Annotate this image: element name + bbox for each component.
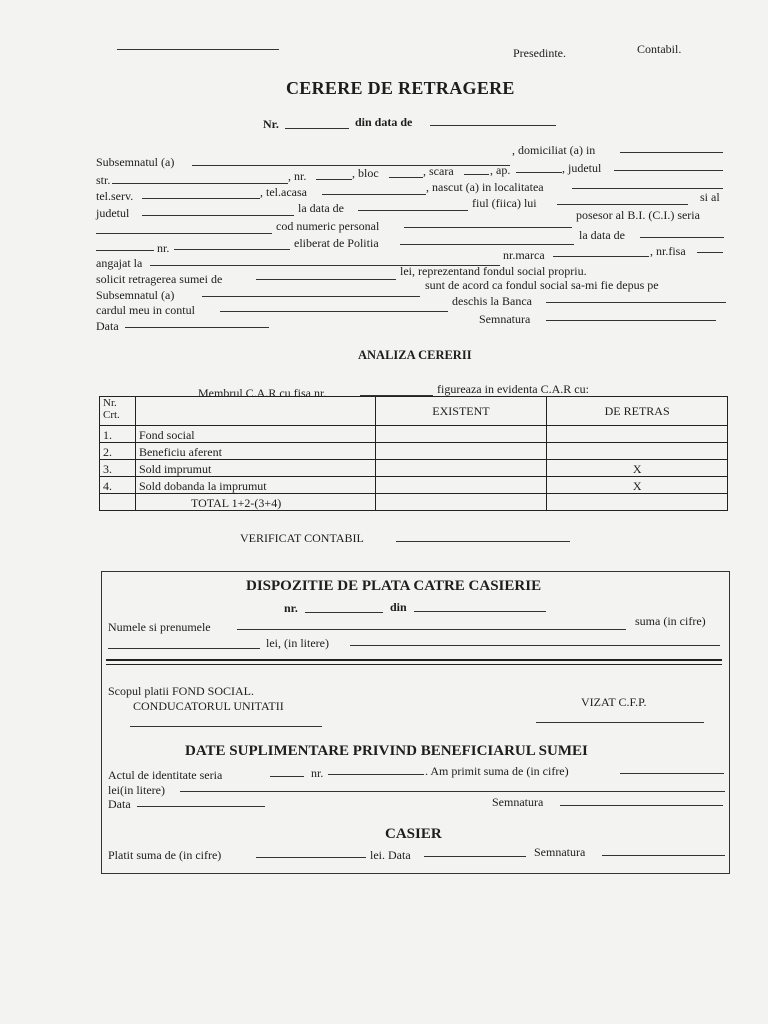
nr-field <box>285 128 349 129</box>
actul-nr-field <box>328 774 424 775</box>
bi-nr-label: nr. <box>157 241 170 255</box>
table-row: 3. Sold imprumut X <box>100 460 728 477</box>
dispozitie-din-label: din <box>390 600 407 614</box>
data-benef-label: Data <box>108 797 131 811</box>
dispozitie-nr-label: nr. <box>284 601 298 615</box>
table-header-row <box>100 397 728 426</box>
total-label: TOTAL 1+2-(3+4) <box>135 494 375 511</box>
ap-field <box>516 172 562 173</box>
dispozitie-nr-field <box>305 612 383 613</box>
scara-field <box>464 174 489 175</box>
fiul-label: fiul (fiica) lui <box>472 196 537 210</box>
bloc-field <box>389 177 423 178</box>
col-existent: EXISTENT <box>375 397 547 426</box>
telacasa-field <box>322 194 426 195</box>
si-al-label: si al <box>700 190 720 204</box>
semnatura-cerere-field <box>546 320 716 321</box>
table-total-row <box>100 494 728 511</box>
actul-label: Actul de identitate seria <box>108 768 223 782</box>
str-field <box>112 183 288 184</box>
nrmarca-field <box>553 256 649 257</box>
am-primit-label: . Am primit suma de (in cifre) <box>425 764 569 778</box>
bi-seria-field <box>96 250 154 251</box>
presedinte-label: Presedinte. <box>513 46 566 60</box>
vizat-label: VIZAT C.F.P. <box>581 695 647 709</box>
suma-cifre-field <box>108 648 260 649</box>
data-benef-field <box>137 806 265 807</box>
numele-field <box>237 629 626 630</box>
banca-field <box>546 302 726 303</box>
actul-nr-label: nr. <box>311 766 324 780</box>
figureaza-label: figureaza in evidenta C.A.R cu: <box>437 382 589 396</box>
la-data-nastere-label: la data de <box>298 201 344 215</box>
judetul-nastere-label: judetul <box>96 206 130 220</box>
scopul-label: Scopul platii FOND SOCIAL. <box>108 684 255 698</box>
lei-litere-benef-label: lei(in litere) <box>108 783 165 797</box>
table-row: 1. Fond social <box>100 426 728 443</box>
din-data-label: din data de <box>355 115 413 129</box>
domiciliat-field <box>620 152 723 153</box>
table-row: 2. Beneficiu aferent <box>100 443 728 460</box>
subsemnatul-acord-field <box>202 296 420 297</box>
fond-propriu-label: lei, reprezentand fondul social propriu. <box>400 264 587 278</box>
platit-label: Platit suma de (in cifre) <box>108 848 222 862</box>
dispozitie-din-field <box>414 611 546 612</box>
col-label <box>135 397 375 426</box>
ap-label: , ap. <box>490 163 511 177</box>
la-data-eliberare-field <box>640 237 724 238</box>
angajat-label: angajat la <box>96 256 143 270</box>
separator-line <box>106 664 722 665</box>
actul-seria-field <box>270 776 304 777</box>
data-cerere-field <box>125 327 269 328</box>
cardul-label: cardul meu in contul <box>96 303 195 317</box>
telserv-field <box>142 198 260 199</box>
platit-field <box>256 857 366 858</box>
eliberat-label: eliberat de Politia <box>294 236 379 250</box>
nr-label: Nr. <box>263 117 279 131</box>
judetul-nastere-field <box>142 215 294 216</box>
la-data-eliberare-label: la data de <box>579 228 625 242</box>
conducatorul-signature-line <box>130 726 322 727</box>
car-table <box>99 396 728 511</box>
bi-nr-field <box>174 249 290 250</box>
contabil-label: Contabil. <box>637 42 682 56</box>
suma-cifre-label: suma (in cifre) <box>635 614 706 628</box>
vizat-signature-line <box>536 722 704 723</box>
bloc-label: , bloc <box>352 166 379 180</box>
nascut-label: , nascut (a) in localitatea <box>426 180 544 194</box>
din-data-field <box>430 125 556 126</box>
nrmarca-label: nr.marca <box>503 248 545 262</box>
nr-addr-label: , nr. <box>288 169 307 183</box>
domiciliat-label: , domiciliat (a) in <box>512 143 596 157</box>
am-primit-field <box>620 773 724 774</box>
verificat-label: VERIFICAT CONTABIL <box>240 531 364 545</box>
nascut-field <box>572 188 723 189</box>
semnatura-benef-label: Semnatura <box>492 795 544 809</box>
str-label: str. <box>96 173 111 187</box>
presedinte-signature-line <box>117 49 279 50</box>
nrfisa-field <box>697 252 723 253</box>
separator-line <box>106 659 722 661</box>
subsemnatul-label: Subsemnatul (a) <box>96 155 175 169</box>
nr-addr-field <box>316 179 352 180</box>
eliberat-field <box>400 244 574 245</box>
data-cerere-label: Data <box>96 319 119 333</box>
la-data-nastere-field <box>358 210 468 211</box>
lei-litere-label: lei, (in litere) <box>266 636 329 650</box>
lei-data-label: lei. Data <box>370 848 411 862</box>
semnatura-casier-field <box>602 855 725 856</box>
telserv-label: tel.serv. <box>96 189 134 203</box>
solicit-label: solicit retragerea sumei de <box>96 272 223 286</box>
dispozitie-title: DISPOZITIE DE PLATA CATRE CASIERIE <box>246 578 542 594</box>
cnp-label: cod numeric personal <box>276 219 380 233</box>
casier-data-field <box>424 856 526 857</box>
subsemnatul-field <box>192 165 510 166</box>
subsemnatul-acord-label: Subsemnatul (a) <box>96 288 175 302</box>
membrul-label: Membrul C.A.R cu fisa nr. <box>198 386 327 400</box>
col-nr-crt: Nr. Crt. <box>100 397 136 426</box>
lei-litere-benef-field <box>180 791 725 792</box>
mama-field <box>96 233 272 234</box>
semnatura-benef-field <box>560 805 723 806</box>
cnp-field <box>404 227 572 228</box>
semnatura-cerere-label: Semnatura <box>479 312 531 326</box>
deschis-label: deschis la Banca <box>452 294 532 308</box>
nrfisa-label: , nr.fisa <box>650 244 686 258</box>
cont-field <box>220 311 448 312</box>
semnatura-casier-label: Semnatura <box>534 845 586 859</box>
posesor-bi-label: posesor al B.I. (C.I.) seria <box>576 208 700 222</box>
judetul-addr-label: , judetul <box>562 161 602 175</box>
judetul-addr-field <box>614 170 723 171</box>
acord-label: sunt de acord ca fondul social sa-mi fie depus pe <box>425 278 659 292</box>
table-row: 4. Sold dobanda la imprumut X <box>100 477 728 494</box>
col-de-retras: DE RETRAS <box>547 397 728 426</box>
numele-label: Numele si prenumele <box>108 620 211 634</box>
suma-field <box>256 279 396 280</box>
telacasa-label: , tel.acasa <box>260 185 307 199</box>
lei-litere-field <box>350 645 720 646</box>
analiza-title: ANALIZA CERERII <box>358 348 472 362</box>
fiul-field <box>557 204 688 205</box>
date-suplimentare-title: DATE SUPLIMENTARE PRIVIND BENEFICIARUL SUMEI <box>185 743 588 759</box>
scara-label: , scara <box>423 164 454 178</box>
verificat-field <box>396 541 570 542</box>
document-title: CERERE DE RETRAGERE <box>286 78 515 98</box>
casier-title: CASIER <box>385 826 442 842</box>
conducatorul-label: CONDUCATORUL UNITATII <box>133 699 284 713</box>
